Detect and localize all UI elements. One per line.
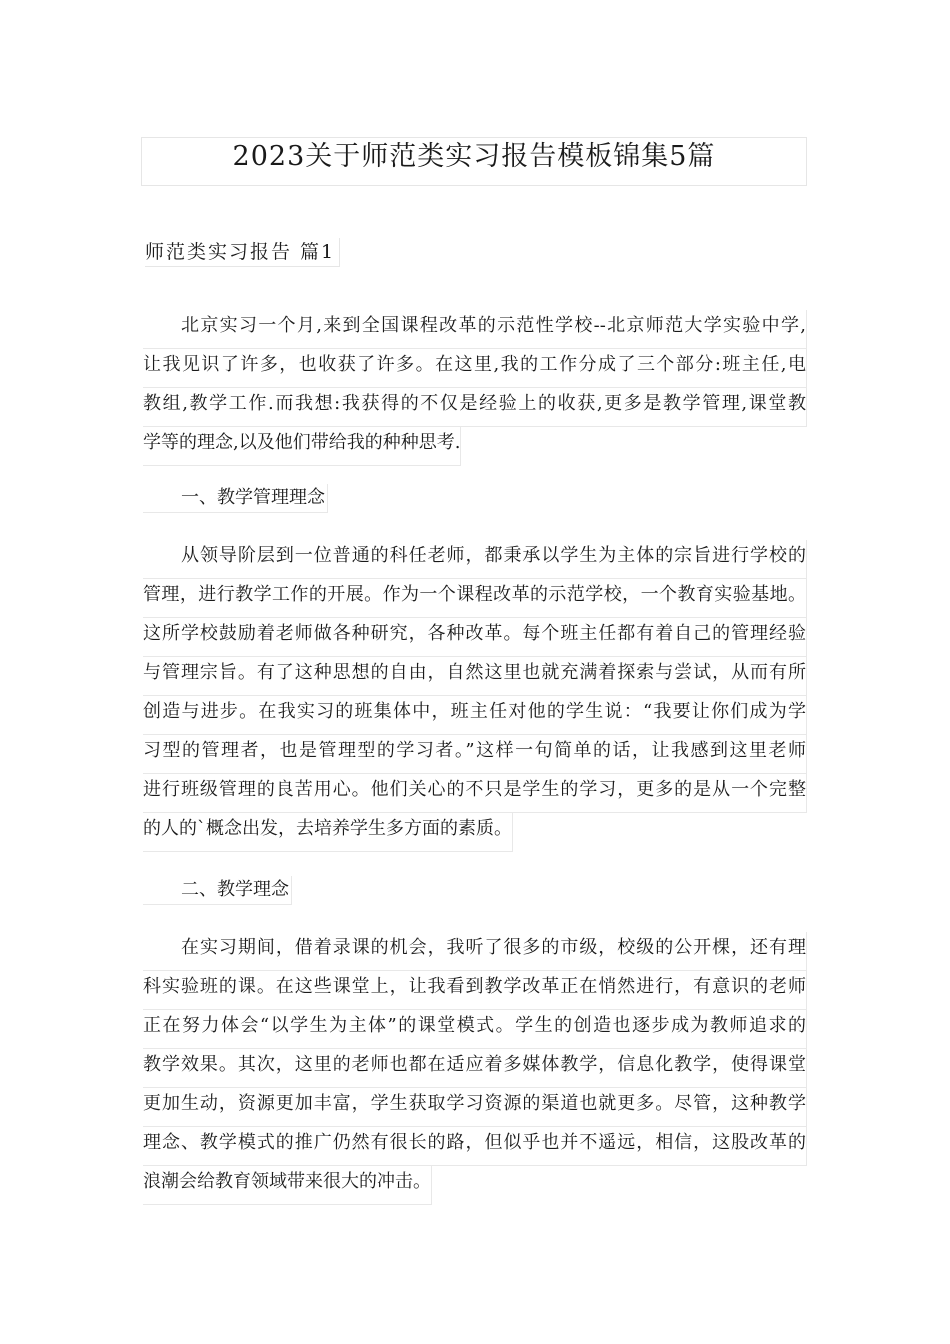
paragraph-line: 学等的理念,以及他们带给我的种种思考. bbox=[143, 427, 461, 466]
paragraph-line: 的人的`概念出发，去培养学生多方面的素质。 bbox=[143, 813, 513, 852]
paragraph-line: 北京实习一个月,来到全国课程改革的示范性学校--北京师范大学实验中学, bbox=[143, 310, 807, 349]
subheading-teaching-philosophy: 二、教学理念 bbox=[143, 876, 292, 905]
paragraph-line: 理念、教学模式的推广仍然有很长的路，但似乎也并不遥远，相信，这股改革的 bbox=[143, 1127, 807, 1166]
paragraph-line: 与管理宗旨。有了这种思想的自由，自然这里也就充满着探索与尝试，从而有所 bbox=[143, 657, 807, 696]
paragraph-line: 管理，进行教学工作的开展。作为一个课程改革的示范学校，一个教育实验基地。 bbox=[143, 579, 807, 618]
paragraph-line: 科实验班的课。在这些课堂上，让我看到教学改革正在悄然进行，有意识的老师 bbox=[143, 971, 807, 1010]
document-title: 2023关于师范类实习报告模板锦集5篇 bbox=[232, 141, 716, 172]
paragraph-line: 教学效果。其次，这里的老师也都在适应着多媒体教学，信息化教学，使得课堂 bbox=[143, 1049, 807, 1088]
paragraph-line: 让我见识了许多，也收获了许多。在这里,我的工作分成了三个部分:班主任,电 bbox=[143, 349, 807, 388]
paragraph-line: 这所学校鼓励着老师做各种研究，各种改革。每个班主任都有着自己的管理经验 bbox=[143, 618, 807, 657]
paragraph-line: 创造与进步。在我实习的班集体中，班主任对他的学生说：“我要让你们成为学 bbox=[143, 696, 807, 735]
paragraph-line: 正在努力体会“以学生为主体”的课堂模式。学生的创造也逐步成为教师追求的 bbox=[143, 1010, 807, 1049]
paragraph-line: 从领导阶层到一位普通的科任老师，都秉承以学生为主体的宗旨进行学校的 bbox=[143, 540, 807, 579]
paragraph-3 bbox=[143, 932, 807, 1209]
paragraph-line: 进行班级管理的良苦用心。他们关心的不只是学生的学习，更多的是从一个完整 bbox=[143, 774, 807, 813]
paragraph-line: 习型的管理者，也是管理型的学习者。”这样一句简单的话，让我感到这里老师 bbox=[143, 735, 807, 774]
paragraph-2 bbox=[143, 540, 807, 856]
paragraph-line: 更加生动，资源更加丰富，学生获取学习资源的渠道也就更多。尽管，这种教学 bbox=[143, 1088, 807, 1127]
paragraph-1 bbox=[143, 310, 807, 470]
paragraph-line: 在实习期间，借着录课的机会，我听了很多的市级，校级的公开棵，还有理 bbox=[143, 932, 807, 971]
paragraph-line: 浪潮会给教育领域带来很大的冲击。 bbox=[143, 1166, 432, 1205]
subheading-teaching-management: 一、教学管理理念 bbox=[143, 484, 328, 513]
section-heading: 师范类实习报告 篇1 bbox=[145, 238, 340, 267]
paragraph-line: 教组,教学工作.而我想:我获得的不仅是经验上的收获,更多是教学管理,课堂教 bbox=[143, 388, 807, 427]
